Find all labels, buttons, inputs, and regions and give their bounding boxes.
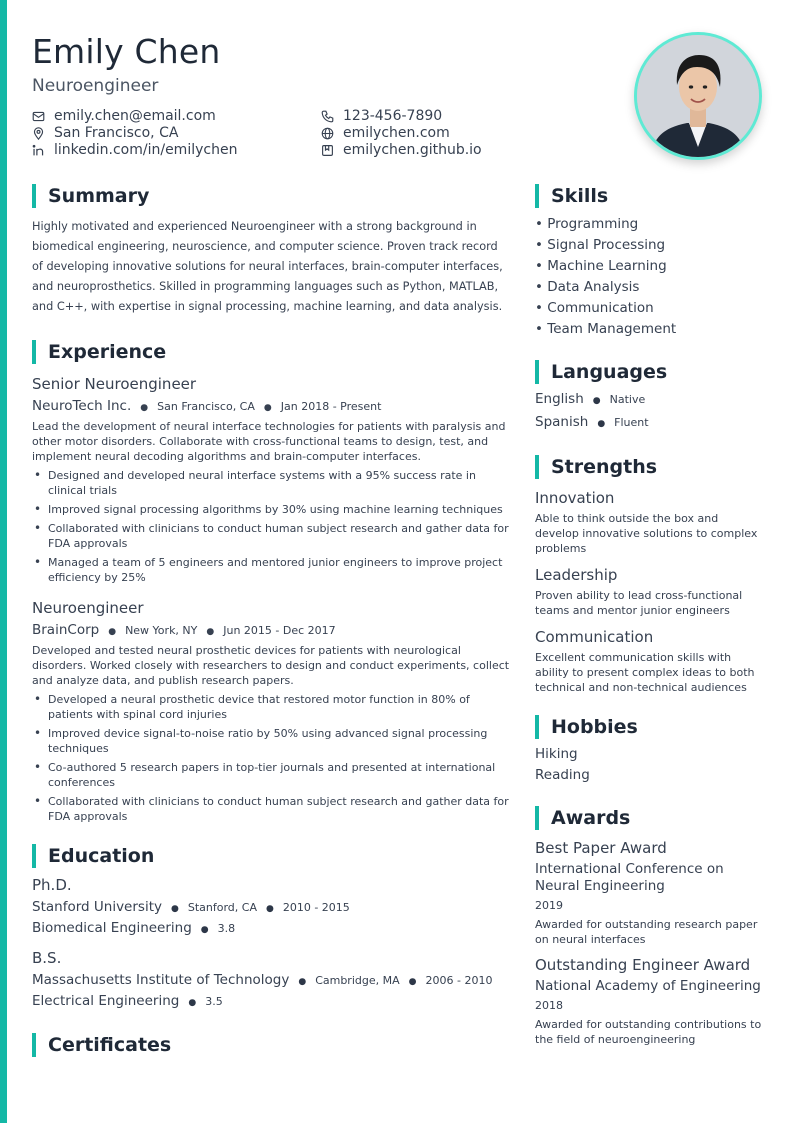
edu-location: Cambridge, MA <box>315 974 400 987</box>
achievement-item: • Collaborated with clinicians to conduct human subject research and gather data for FDA approvals <box>32 794 512 824</box>
awards-heading: Awards <box>535 806 765 830</box>
summary-section <box>32 184 512 317</box>
side-column <box>535 184 765 1047</box>
skills-list <box>535 214 765 340</box>
skill-label: Signal Processing <box>547 237 666 253</box>
edu-dates: 2010 - 2015 <box>282 901 350 914</box>
strength-title: Innovation <box>535 489 615 507</box>
certificates-heading: Certificates <box>32 1033 512 1057</box>
skill-label: Machine Learning <box>547 258 667 274</box>
bookmark-square-icon <box>321 144 334 157</box>
job-entry <box>32 375 512 585</box>
email-text: emily.chen@email.com <box>54 108 216 124</box>
contact-linkedin[interactable] <box>32 142 237 158</box>
edu-gpa: 3.8 <box>217 922 236 935</box>
skill-item: • Data Analysis <box>535 279 640 295</box>
linkedin-text: linkedin.com/in/emilychen <box>54 142 238 158</box>
skill-item: • Team Management <box>535 321 677 337</box>
edu-degree: Ph.D. <box>32 876 72 894</box>
education-heading: Education <box>32 844 512 868</box>
job-company: NeuroTech Inc. <box>32 398 132 414</box>
edu-school: Massachusetts Institute of Technology <box>32 972 290 988</box>
language-level: Native <box>609 393 646 406</box>
contact-website[interactable] <box>321 125 450 141</box>
education-entry <box>32 876 512 936</box>
language-level: Fluent <box>614 416 649 429</box>
experience-heading: Experience <box>32 340 512 364</box>
skill-label: Communication <box>547 300 654 316</box>
certificates-section <box>32 1033 512 1057</box>
award-title: Outstanding Engineer Award <box>535 956 751 974</box>
languages-section <box>535 360 765 435</box>
job-achievements <box>32 468 512 585</box>
edu-school-line <box>32 972 512 988</box>
separator-dot: ● <box>200 925 209 935</box>
award-item <box>535 839 765 947</box>
main-column <box>32 184 512 1057</box>
edu-location: Stanford, CA <box>187 901 257 914</box>
job-description: Developed and tested neural prosthetic devices for patients with neurological disorders. Worked closely with researchers to design and conduct experiments, collect and analyze data, and publish research papers. <box>32 644 510 687</box>
portrait-illustration <box>637 35 759 157</box>
separator-dot: ● <box>597 419 606 429</box>
achievement-item: • Improved signal processing algorithms by 30% using machine learning techniques <box>32 502 512 517</box>
strength-item <box>535 628 765 695</box>
contact-github[interactable] <box>321 142 482 158</box>
job-title: Senior Neuroengineer <box>32 375 197 393</box>
contact-location <box>32 125 178 141</box>
separator-dot: ● <box>263 403 272 413</box>
job-location: New York, NY <box>125 624 198 637</box>
location-text: San Francisco, CA <box>54 125 179 141</box>
strength-desc: Able to think outside the box and develop innovative solutions to complex problems <box>535 512 758 555</box>
skill-item: • Machine Learning <box>535 258 667 274</box>
hobbies-heading: Hobbies <box>535 715 765 739</box>
hobbies-section <box>535 715 765 786</box>
language-name: Spanish <box>535 414 589 430</box>
strengths-section <box>535 455 765 695</box>
edu-field: Electrical Engineering <box>32 993 180 1009</box>
award-desc: Awarded for outstanding research paper on neural interfaces <box>535 918 758 946</box>
skills-section <box>535 184 765 340</box>
achievement-item: • Designed and developed neural interface systems with a 95% success rate in clinical trials <box>32 468 512 498</box>
language-name: English <box>535 391 584 407</box>
achievement-item: • Collaborated with clinicians to conduct human subject research and gather data for FDA approvals <box>32 521 512 551</box>
skill-item: • Programming <box>535 216 639 232</box>
summary-heading: Summary <box>32 184 512 208</box>
edu-field: Biomedical Engineering <box>32 920 192 936</box>
skill-label: Programming <box>547 216 639 232</box>
education-section <box>32 844 512 1009</box>
job-dates: Jan 2018 - Present <box>280 400 382 413</box>
edu-degree: B.S. <box>32 949 62 967</box>
job-achievements <box>32 692 512 824</box>
skill-label: Team Management <box>547 321 677 337</box>
separator-dot: ● <box>170 904 179 914</box>
job-description: Lead the development of neural interface technologies for patients with paralysis and other motor disorders. Collaborate with cross-functional teams to design, test, and implement neural decoding algorithms and brain-computer interfaces. <box>32 420 506 463</box>
award-title: Best Paper Award <box>535 839 667 857</box>
separator-dot: ● <box>592 396 601 406</box>
achievement-item: • Improved device signal-to-noise ratio by 50% using advanced signal processing techniques <box>32 726 512 756</box>
separator-dot: ● <box>408 977 417 987</box>
hobby-item: Reading <box>535 767 590 783</box>
separator-dot: ● <box>265 904 274 914</box>
language-item <box>535 412 765 435</box>
strength-item <box>535 566 765 618</box>
languages-list <box>535 389 765 435</box>
separator-dot: ● <box>188 998 197 1008</box>
languages-heading: Languages <box>535 360 765 384</box>
edu-school-line <box>32 899 512 915</box>
separator-dot: ● <box>206 627 215 637</box>
achievement-item: • Developed a neural prosthetic device that restored motor function in 80% of patients with spinal cord injuries <box>32 692 512 722</box>
edu-school: Stanford University <box>32 899 162 915</box>
contact-email[interactable] <box>32 108 216 124</box>
job-location: San Francisco, CA <box>157 400 255 413</box>
separator-dot: ● <box>140 403 149 413</box>
edu-dates: 2006 - 2010 <box>425 974 493 987</box>
edu-field-line <box>32 920 512 936</box>
strength-item <box>535 489 765 556</box>
award-org: International Conference on Neural Engineering <box>535 861 724 894</box>
phone-text: 123-456-7890 <box>343 108 443 124</box>
skill-item: • Communication <box>535 300 654 316</box>
achievement-item: • Co-authored 5 research papers in top-tier journals and presented at international conferences <box>32 760 512 790</box>
skill-label: Data Analysis <box>547 279 640 295</box>
strength-title: Leadership <box>535 566 618 584</box>
candidate-name: Emily Chen <box>32 32 221 71</box>
job-dates: Jun 2015 - Dec 2017 <box>223 624 336 637</box>
job-meta <box>32 398 512 414</box>
award-desc: Awarded for outstanding contributions to the field of neuroengineering <box>535 1018 762 1046</box>
strength-title: Communication <box>535 628 654 646</box>
hobby-item: Hiking <box>535 746 578 762</box>
award-item <box>535 956 765 1047</box>
linkedin-icon <box>32 144 45 157</box>
award-year: 2019 <box>535 899 563 912</box>
mail-icon <box>32 110 45 123</box>
website-text: emilychen.com <box>343 125 450 141</box>
job-title: Neuroengineer <box>32 599 144 617</box>
hobbies-list <box>535 744 765 786</box>
location-pin-icon <box>32 127 45 140</box>
edu-gpa: 3.5 <box>205 995 223 1008</box>
awards-section <box>535 806 765 1047</box>
globe-icon <box>321 127 334 140</box>
contact-phone[interactable] <box>321 108 442 124</box>
skill-item: • Signal Processing <box>535 237 666 253</box>
edu-field-line <box>32 993 512 1009</box>
strength-desc: Proven ability to lead cross-functional teams and mentor junior engineers <box>535 589 743 617</box>
separator-dot: ● <box>298 977 307 987</box>
skills-heading: Skills <box>535 184 765 208</box>
profile-photo <box>634 32 762 160</box>
summary-text: Highly motivated and experienced Neuroengineer with a strong background in biomedical engineering, neuroscience, and computer science. Proven track record of developing innovative solutions for neural interfaces, brain-computer interfaces, and neuroprosthetics. Skilled in programming languages such as Python, MATLAB, and C++, with expertise in signal processing, machine learning, and data analysis. <box>32 220 503 313</box>
strength-desc: Excellent communication skills with ability to present complex ideas to both technical and non-technical audiences <box>535 651 755 694</box>
accent-bar <box>0 0 7 1123</box>
experience-section <box>32 340 512 824</box>
award-org: National Academy of Engineering <box>535 978 761 994</box>
job-company: BrainCorp <box>32 622 100 638</box>
job-meta <box>32 622 512 638</box>
achievement-item: • Managed a team of 5 engineers and mentored junior engineers to improve project efficiency by 25% <box>32 555 512 585</box>
separator-dot: ● <box>108 627 117 637</box>
strengths-heading: Strengths <box>535 455 765 479</box>
job-entry <box>32 599 512 824</box>
award-year: 2018 <box>535 999 563 1012</box>
candidate-role: Neuroengineer <box>32 76 159 96</box>
language-item <box>535 389 765 412</box>
education-entry <box>32 949 512 1009</box>
github-text: emilychen.github.io <box>343 142 482 158</box>
phone-icon <box>321 110 334 123</box>
